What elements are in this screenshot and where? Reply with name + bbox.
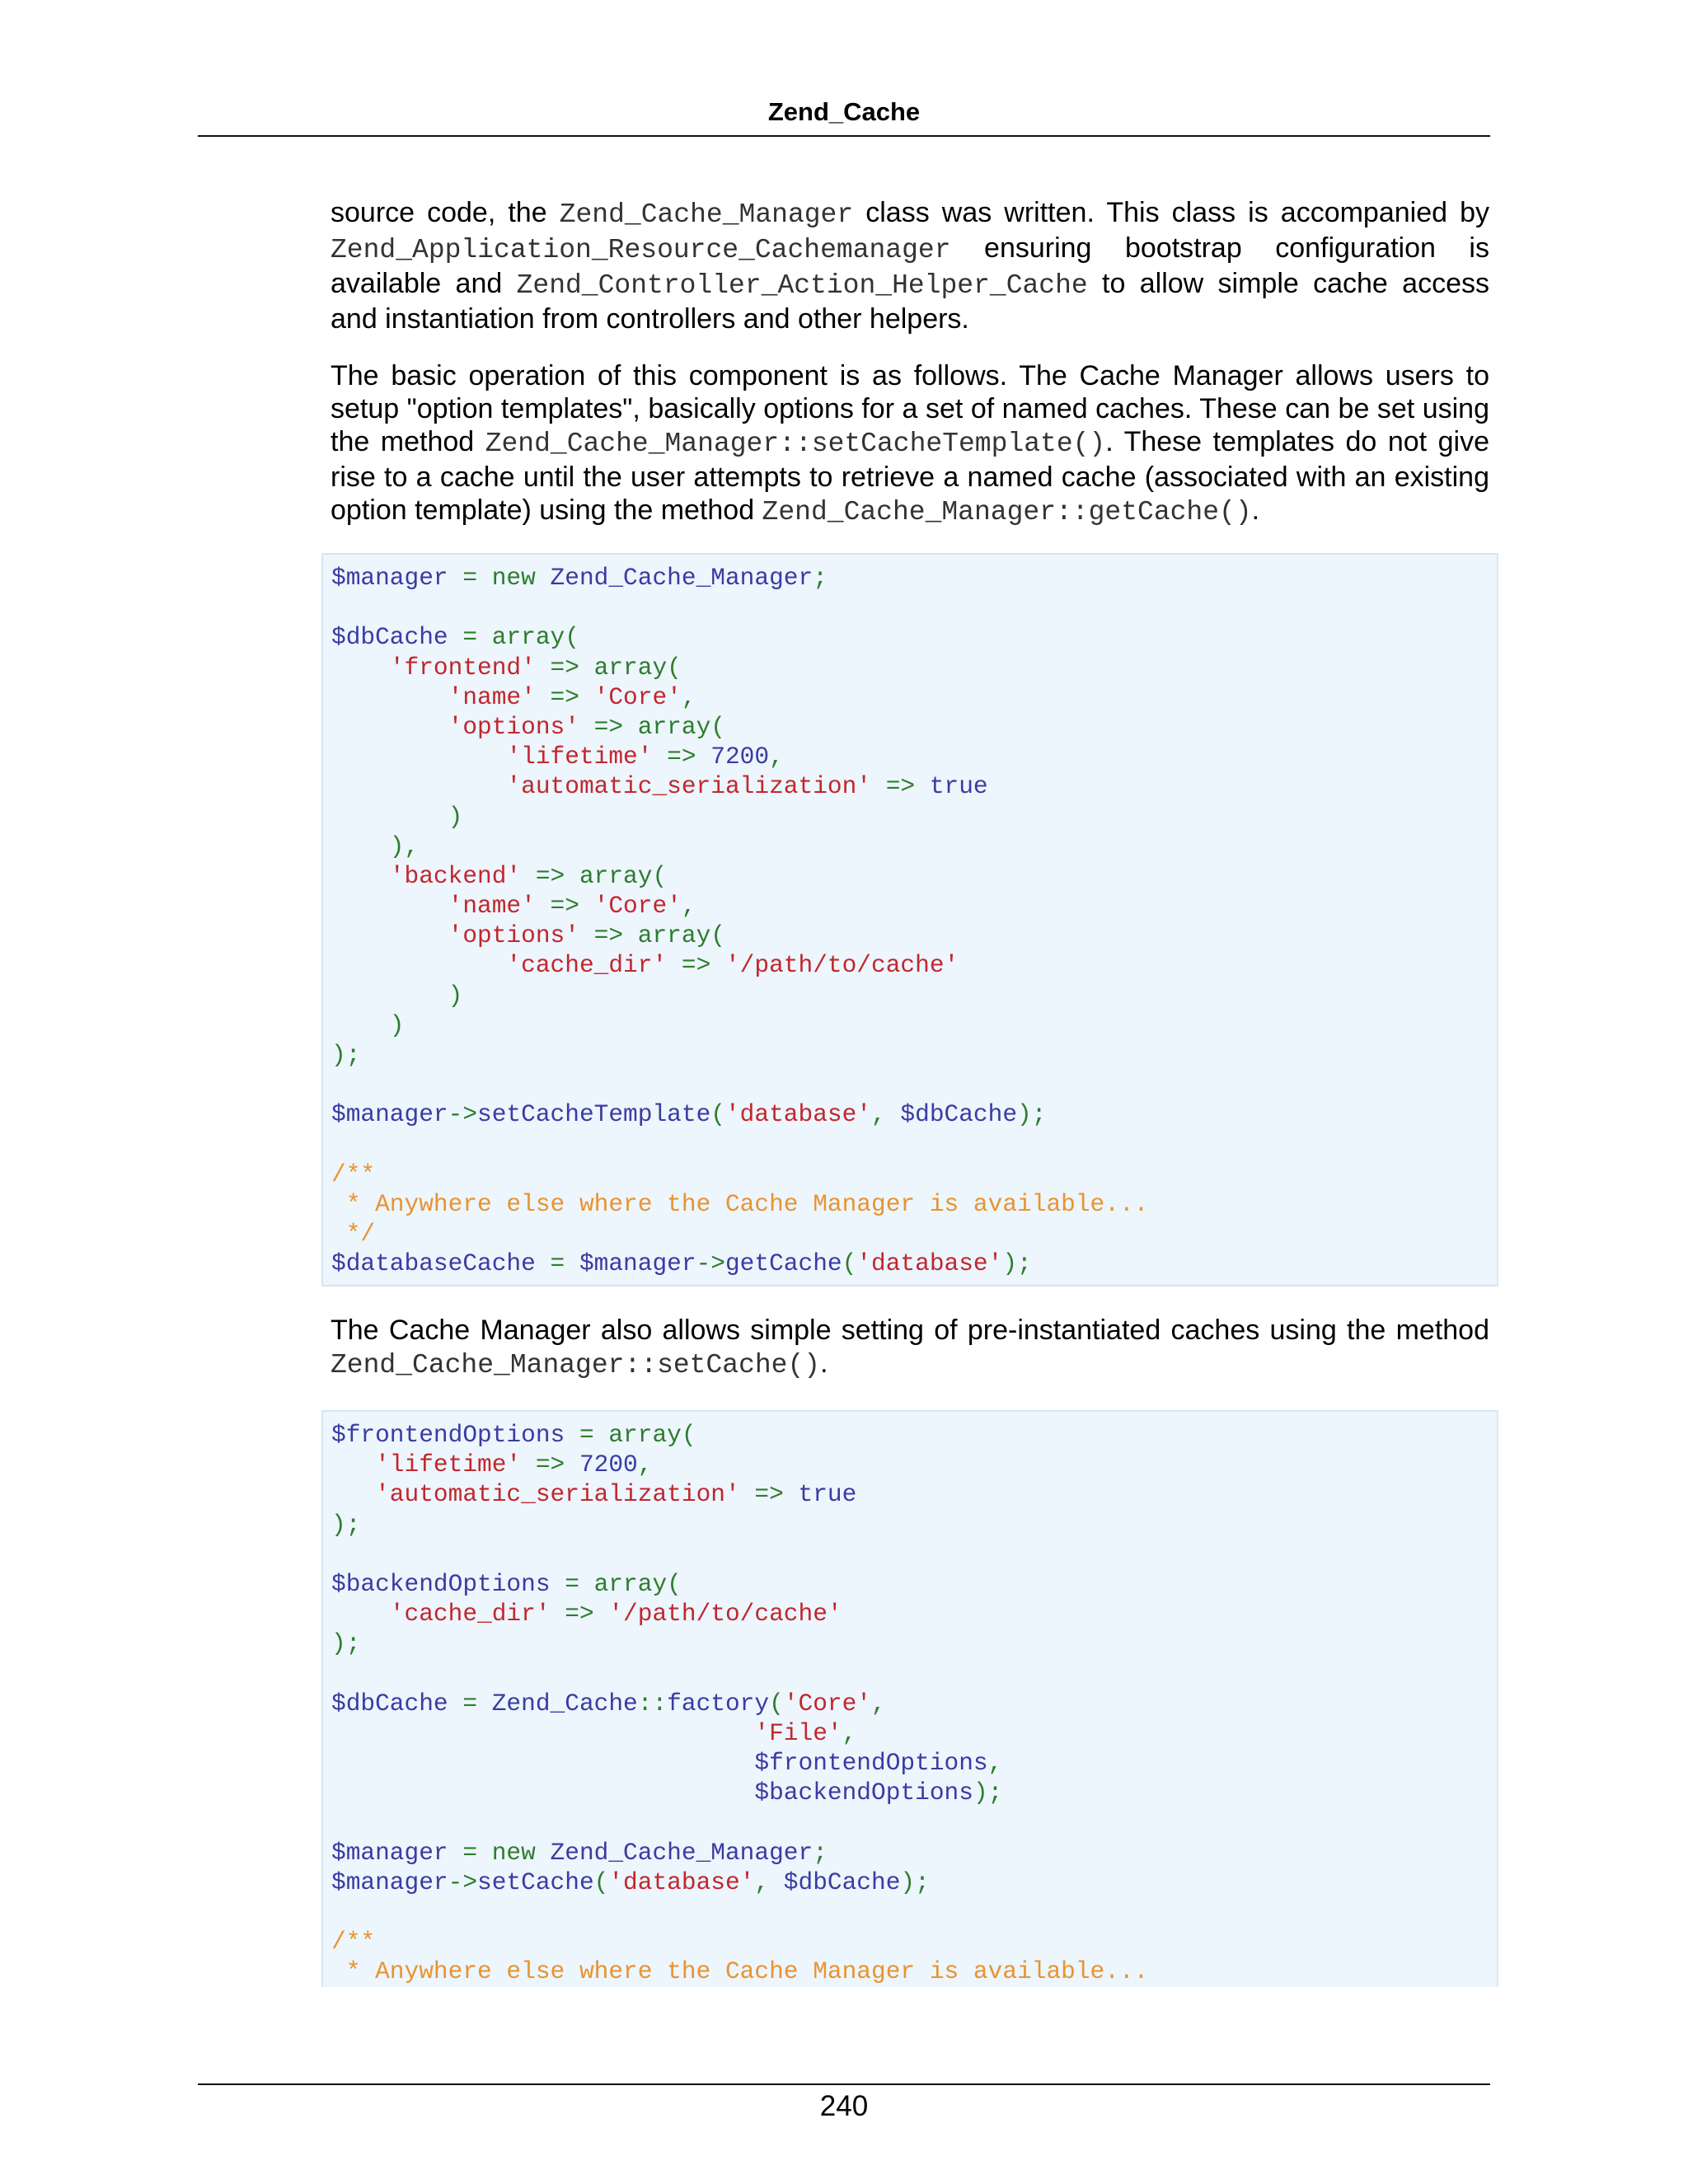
- code-token: '/path/to/cache': [608, 1600, 842, 1629]
- code-line: [331, 1659, 1497, 1689]
- code-token: array: [593, 653, 668, 682]
- code-token: ): [331, 981, 463, 1010]
- code-line: [331, 1689, 1497, 1718]
- code-token: =>: [579, 921, 638, 950]
- code-token: $dbCache: [331, 1689, 448, 1718]
- paragraph-text: The basic operation of this component is as follows. The Cache Manager allows users to setup "option templates", basically options for a set of named caches. These can be set using the method: [331, 360, 1489, 457]
- code-token: =>: [667, 951, 725, 980]
- code-token: [331, 862, 390, 890]
- code-token: true: [929, 772, 988, 801]
- code-line: [331, 1957, 1497, 1986]
- code-token: );: [331, 1041, 361, 1069]
- code-token: $manager: [331, 1868, 448, 1896]
- code-token: $manager: [331, 1838, 448, 1867]
- code-token: =>: [521, 861, 579, 890]
- paragraph-text: The Cache Manager also allows simple setting of pre-instantiated caches using the method: [331, 1315, 1489, 1346]
- code-token: array: [579, 861, 653, 890]
- code-token: '/path/to/cache': [724, 951, 959, 980]
- code-token: 'frontend': [389, 653, 536, 682]
- code-token: 'lifetime': [506, 743, 653, 771]
- code-token: $dbCache: [331, 623, 448, 652]
- code-line: [331, 1599, 1497, 1629]
- inline-code: Zend_Cache_Manager: [559, 199, 854, 230]
- code-token: [331, 1749, 754, 1777]
- code-line: [331, 1099, 1497, 1129]
- code-line: [331, 682, 1497, 712]
- inline-code: Zend_Application_Resource_Cachemanager: [331, 235, 951, 265]
- code-line: [331, 1219, 1497, 1249]
- code-token: =>: [579, 712, 638, 741]
- code-line: [331, 1189, 1497, 1219]
- code-token: =>: [535, 682, 594, 711]
- code-token: ;: [813, 1838, 828, 1867]
- inline-code: Zend_Cache_Manager::setCache(): [331, 1350, 821, 1380]
- code-token: =: [448, 1838, 492, 1867]
- code-token: ,: [681, 892, 696, 921]
- code-token: =>: [535, 892, 594, 921]
- code-token: (: [710, 1100, 725, 1129]
- code-line: [331, 1718, 1497, 1748]
- code-token: =: [550, 1569, 594, 1598]
- code-line: [331, 981, 1497, 1010]
- code-token: Zend_Cache_Manager: [550, 1838, 814, 1867]
- code-token: 'Core': [783, 1689, 872, 1718]
- code-line: [331, 622, 1497, 652]
- code-token: );: [1017, 1100, 1047, 1129]
- paragraph-text: ensuring bootstrap configuration is available and: [331, 232, 1489, 299]
- code-line: [331, 861, 1497, 891]
- code-token: 7200: [710, 743, 770, 771]
- code-token: $manager: [331, 1100, 448, 1129]
- code-token: ->: [696, 1249, 725, 1278]
- paragraph-basic-operation: [331, 359, 1489, 529]
- code-token: ->: [448, 1868, 478, 1896]
- code-token: 7200: [579, 1451, 638, 1479]
- code-token: ;: [813, 564, 828, 592]
- code-token: $manager: [331, 564, 448, 592]
- code-line: [331, 563, 1497, 593]
- code-token: (: [593, 1868, 609, 1896]
- code-line: [331, 950, 1497, 980]
- code-token: array: [593, 1569, 668, 1598]
- code-token: =>: [535, 653, 594, 682]
- code-token: ,: [987, 1749, 1003, 1778]
- code-token: array: [491, 623, 565, 652]
- code-line: [331, 1040, 1497, 1070]
- code-token: ): [331, 802, 463, 831]
- code-token: [331, 654, 390, 682]
- code-token: true: [798, 1480, 857, 1509]
- code-token: (: [681, 1421, 696, 1449]
- code-token: 'cache_dir': [506, 951, 668, 980]
- code-token: 'database': [608, 1868, 755, 1896]
- code-token: [331, 713, 448, 741]
- code-token: 'options': [448, 921, 579, 950]
- code-token: ): [331, 1010, 405, 1039]
- paragraph-text: class was written. This class is accompanied by: [853, 197, 1490, 228]
- code-token: (: [769, 1689, 784, 1718]
- code-token: setCacheTemplate: [477, 1100, 711, 1129]
- code-token: (: [565, 623, 579, 652]
- inline-code: Zend_Cache_Manager::setCacheTemplate(): [485, 429, 1106, 459]
- code-line: [331, 1249, 1497, 1278]
- code-line: [331, 771, 1497, 801]
- code-token: $backendOptions: [754, 1779, 973, 1807]
- code-token: [331, 683, 448, 711]
- code-token: [331, 1451, 375, 1479]
- code-line: [331, 1629, 1497, 1658]
- code-token: * Anywhere else where the Cache Manager is available...: [331, 1189, 1149, 1218]
- code-token: );: [973, 1779, 1003, 1807]
- paragraph-text: source code, the: [331, 197, 560, 228]
- code-token: Zend_Cache: [491, 1689, 638, 1718]
- code-token: ,: [871, 1689, 886, 1718]
- code-token: ,: [769, 743, 784, 771]
- header-rule: [198, 135, 1490, 137]
- code-token: (: [652, 861, 668, 890]
- code-token: (: [667, 653, 682, 682]
- code-token: $dbCache: [783, 1868, 901, 1896]
- code-token: =: [535, 1249, 579, 1278]
- code-token: getCache: [724, 1249, 842, 1278]
- code-token: 'options': [448, 712, 579, 741]
- code-line: [331, 1540, 1497, 1569]
- code-token: 'Core': [593, 892, 682, 921]
- code-line: [331, 1010, 1497, 1040]
- code-token: [331, 743, 506, 771]
- code-token: );: [331, 1510, 361, 1539]
- code-token: new: [491, 564, 551, 592]
- code-line: [331, 1450, 1497, 1479]
- running-header-title: Zend_Cache: [767, 97, 921, 126]
- code-line: [331, 1510, 1497, 1540]
- code-token: */: [331, 1220, 376, 1249]
- code-token: (: [842, 1249, 857, 1278]
- code-line: [331, 802, 1497, 832]
- paragraph-text: . These templates do not give rise to a cache until the user attempts to retrieve a named cache (associated with an existing option template) using the method: [331, 426, 1490, 526]
- paragraph-cache-manager-intro: [331, 196, 1489, 335]
- code-token: 'name': [448, 682, 536, 711]
- code-token: ->: [448, 1100, 478, 1129]
- code-line: [331, 1838, 1497, 1868]
- code-token: factory: [667, 1689, 770, 1718]
- code-token: );: [1002, 1249, 1032, 1278]
- code-line: [331, 1778, 1497, 1807]
- code-line: [331, 1748, 1497, 1778]
- code-token: ::: [637, 1689, 668, 1718]
- code-line: [331, 593, 1497, 622]
- code-token: /**: [331, 1928, 376, 1957]
- code-token: array: [608, 1421, 682, 1449]
- code-token: =: [448, 1689, 492, 1718]
- code-token: $backendOptions: [331, 1569, 551, 1598]
- code-token: ,: [842, 1718, 857, 1747]
- code-line: [331, 1420, 1497, 1450]
- code-line: [331, 832, 1497, 861]
- code-token: $manager: [579, 1249, 696, 1278]
- code-token: =: [448, 564, 492, 592]
- code-token: 'lifetime': [375, 1451, 522, 1479]
- code-line: [331, 1479, 1497, 1509]
- code-token: $frontendOptions: [331, 1421, 565, 1449]
- code-token: setCache: [477, 1868, 594, 1896]
- code-token: 'backend': [389, 861, 522, 890]
- code-token: 'File': [754, 1718, 842, 1747]
- inline-code: Zend_Cache_Manager::getCache(): [762, 497, 1252, 527]
- code-line: [331, 653, 1497, 682]
- code-token: =>: [739, 1480, 799, 1509]
- code-token: );: [900, 1868, 930, 1896]
- code-token: =: [448, 623, 492, 652]
- paragraph-text: .: [820, 1347, 828, 1379]
- code-token: [331, 921, 448, 949]
- paragraph-set-cache: [331, 1314, 1489, 1382]
- code-token: 'Core': [593, 682, 682, 711]
- code-token: 'name': [448, 892, 536, 921]
- code-token: [331, 1480, 375, 1508]
- code-token: 'database': [856, 1249, 1003, 1278]
- code-line: [331, 1927, 1497, 1957]
- code-token: 'database': [724, 1100, 872, 1129]
- code-line: [331, 1130, 1497, 1160]
- code-token: [331, 892, 448, 920]
- paragraph-text: to allow simple cache access and instantiation from controllers and other helpers.: [331, 268, 1489, 335]
- code-line: [331, 891, 1497, 921]
- code-token: ),: [331, 832, 420, 860]
- code-line: [331, 742, 1497, 771]
- inline-code: Zend_Controller_Action_Helper_Cache: [516, 270, 1088, 301]
- code-line: [331, 1807, 1497, 1837]
- code-token: /**: [331, 1160, 376, 1188]
- code-token: =: [565, 1421, 609, 1449]
- code-token: [331, 772, 506, 800]
- page-number: 240: [819, 2090, 869, 2122]
- code-token: =>: [550, 1600, 609, 1629]
- code-token: [331, 1600, 390, 1628]
- paragraph-text: .: [1251, 494, 1260, 526]
- code-token: [331, 1719, 754, 1747]
- code-token: =>: [652, 743, 711, 771]
- code-line: [331, 712, 1497, 742]
- code-token: =>: [521, 1451, 579, 1479]
- code-token: 'cache_dir': [389, 1600, 551, 1629]
- code-token: Zend_Cache_Manager: [550, 564, 814, 592]
- code-token: $frontendOptions: [754, 1749, 988, 1778]
- code-line: [331, 1569, 1497, 1599]
- code-token: 'automatic_serialization': [375, 1480, 740, 1509]
- code-token: ,: [637, 1451, 653, 1479]
- code-line: [331, 921, 1497, 950]
- code-line: [331, 1070, 1497, 1099]
- code-token: [331, 951, 506, 979]
- code-token: (: [710, 712, 725, 741]
- code-block-set-cache: [321, 1410, 1498, 1987]
- code-token: [331, 1779, 754, 1807]
- footer-rule: [198, 2083, 1490, 2085]
- code-token: ,: [681, 682, 696, 711]
- code-token: ,: [871, 1100, 901, 1129]
- code-token: 'automatic_serialization': [506, 772, 872, 801]
- code-token: array: [637, 712, 711, 741]
- code-line: [331, 1897, 1497, 1927]
- code-token: * Anywhere else where the Cache Manager is available...: [331, 1957, 1149, 1986]
- code-block-set-cache-template: [321, 553, 1498, 1286]
- code-token: =>: [871, 772, 930, 801]
- code-token: $databaseCache: [331, 1249, 536, 1278]
- code-line: [331, 1160, 1497, 1189]
- code-token: array: [637, 921, 711, 950]
- code-token: ,: [754, 1868, 784, 1896]
- code-token: (: [667, 1569, 682, 1598]
- code-token: new: [491, 1838, 551, 1867]
- code-token: (: [710, 921, 725, 950]
- code-token: $dbCache: [900, 1100, 1018, 1129]
- code-token: );: [331, 1629, 361, 1658]
- code-line: [331, 1868, 1497, 1897]
